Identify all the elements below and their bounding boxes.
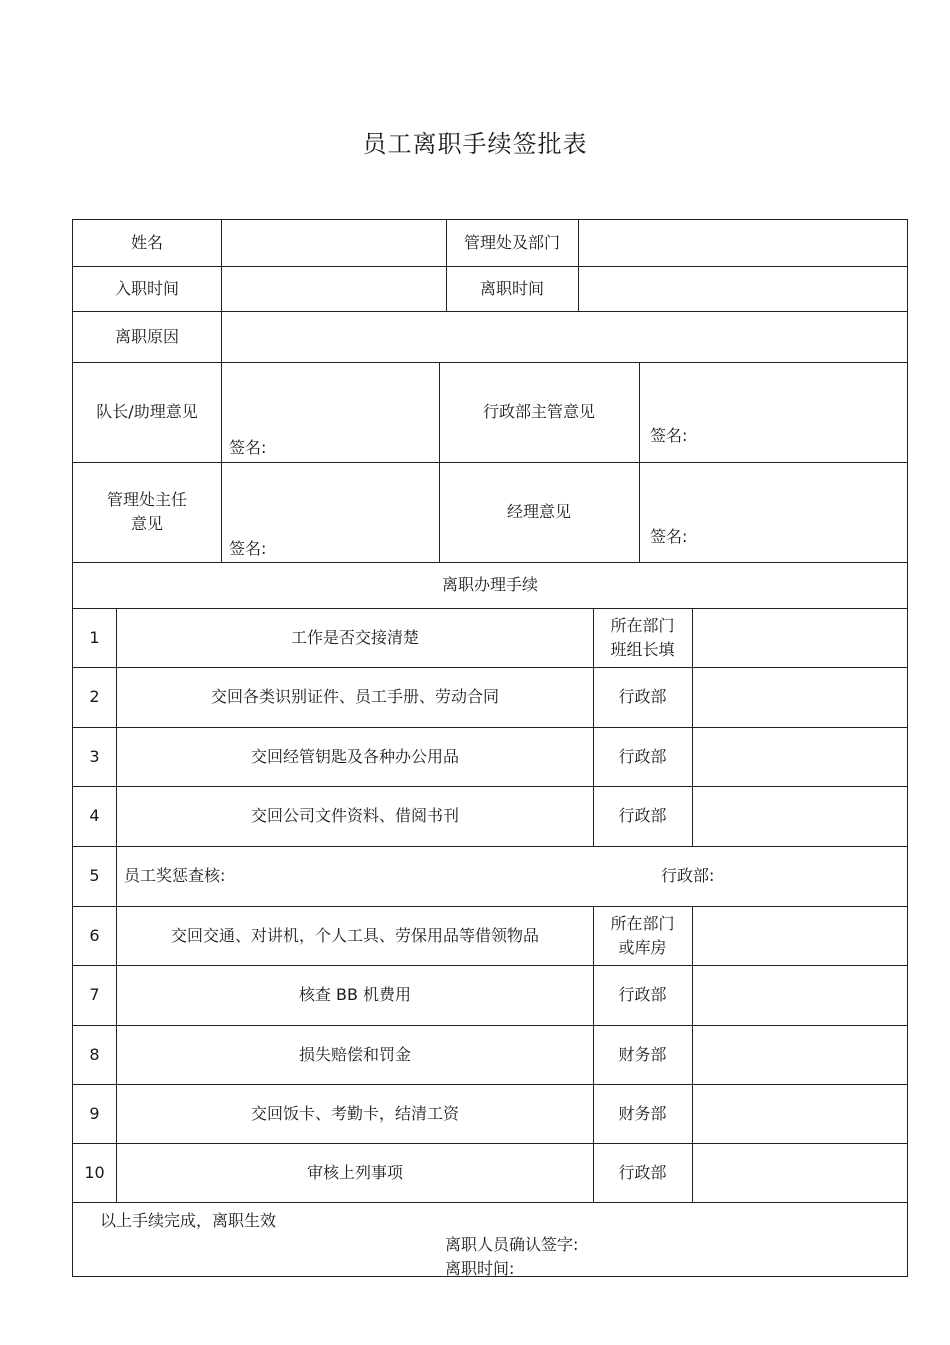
item-5-task: 员工奖惩查核: xyxy=(124,866,226,885)
mgmt-director-label-line2: 意见 xyxy=(130,514,163,533)
item-2-no: 2 xyxy=(89,687,100,706)
item-4-no: 4 xyxy=(89,806,100,825)
procedures-title: 离职办理手续 xyxy=(441,575,538,594)
leave-date-label: 离职时间 xyxy=(479,278,544,298)
leave-date-field[interactable] xyxy=(579,266,907,311)
item-1-dept-line2: 班组长填 xyxy=(610,639,675,659)
item-8-sign-field[interactable] xyxy=(693,1025,907,1084)
manager-signature-label: 签名: xyxy=(650,527,688,546)
item-3-dept: 行政部 xyxy=(618,746,667,766)
item-8-dept: 财务部 xyxy=(618,1044,667,1064)
reason-label: 离职原因 xyxy=(114,326,179,346)
admin-supervisor-opinion-label: 行政部主管意见 xyxy=(482,402,595,421)
department-label: 管理处及部门 xyxy=(463,233,560,252)
entry-date-label: 入职时间 xyxy=(114,278,179,298)
item-3-no: 3 xyxy=(89,746,100,766)
item-1-sign-field[interactable] xyxy=(693,608,907,667)
mgmt-director-label-line1: 管理处主任 xyxy=(106,490,187,509)
mgmt-director-opinion-label xyxy=(73,462,221,562)
item-5-no: 5 xyxy=(89,866,100,885)
name-label: 姓名 xyxy=(130,233,163,252)
item-6-no: 6 xyxy=(89,925,100,945)
item-6-dept-line2: 或库房 xyxy=(618,937,667,957)
mgmt-director-signature-label: 签名: xyxy=(229,539,267,558)
resignation-approval-form xyxy=(72,219,908,1277)
name-field[interactable] xyxy=(222,220,446,266)
manager-opinion-label: 经理意见 xyxy=(506,502,571,521)
captain-opinion-label: 队长/助理意见 xyxy=(96,402,198,421)
item-6-sign-field[interactable] xyxy=(693,906,907,965)
entry-date-field[interactable] xyxy=(222,266,446,311)
item-7-task: 核查 BB 机费用 xyxy=(298,985,412,1004)
item-1-no: 1 xyxy=(89,627,100,647)
item-8-no: 8 xyxy=(89,1044,100,1064)
leave-time-label: 离职时间: xyxy=(445,1259,515,1278)
item-7-no: 7 xyxy=(89,985,100,1004)
item-4-task: 交回公司文件资料、借阅书刊 xyxy=(250,806,459,825)
reason-field[interactable] xyxy=(222,311,907,362)
item-6-dept-line1: 所在部门 xyxy=(610,913,675,933)
item-1-dept xyxy=(593,608,692,667)
item-9-task: 交回饭卡、考勤卡，结清工资 xyxy=(250,1103,459,1123)
form-title: 员工离职手续签批表 xyxy=(362,130,588,158)
item-10-no: 10 xyxy=(84,1162,105,1182)
item-9-no: 9 xyxy=(89,1103,100,1123)
admin-signature-label: 签名: xyxy=(650,426,688,445)
item-1-task: 工作是否交接清楚 xyxy=(290,627,419,647)
item-10-sign-field[interactable] xyxy=(693,1143,907,1202)
item-10-task: 审核上列事项 xyxy=(306,1162,403,1182)
item-2-task: 交回各类识别证件、员工手册、劳动合同 xyxy=(210,687,499,706)
item-4-sign-field[interactable] xyxy=(693,786,907,846)
item-4-dept: 行政部 xyxy=(618,806,667,825)
completion-note: 以上手续完成，离职生效 xyxy=(100,1211,277,1230)
captain-signature-label: 签名: xyxy=(229,438,267,457)
item-1-dept-line1: 所在部门 xyxy=(610,615,675,635)
item-8-task: 损失赔偿和罚金 xyxy=(298,1044,411,1064)
item-2-dept: 行政部 xyxy=(618,687,667,706)
item-9-dept: 财务部 xyxy=(618,1103,667,1123)
item-9-sign-field[interactable] xyxy=(693,1084,907,1143)
item-3-sign-field[interactable] xyxy=(693,727,907,786)
item-6-dept xyxy=(593,906,692,965)
item-6-task: 交回交通、对讲机，个人工具、劳保用品等借领物品 xyxy=(170,925,539,945)
item-2-sign-field[interactable] xyxy=(693,667,907,727)
item-5-dept: 行政部: xyxy=(661,866,715,885)
item-3-task: 交回经管钥匙及各种办公用品 xyxy=(250,746,459,766)
item-7-sign-field[interactable] xyxy=(693,965,907,1025)
department-field[interactable] xyxy=(579,220,907,266)
confirm-signature-label: 离职人员确认签字: xyxy=(445,1235,579,1254)
item-10-dept: 行政部 xyxy=(618,1162,667,1182)
item-7-dept: 行政部 xyxy=(618,985,667,1004)
